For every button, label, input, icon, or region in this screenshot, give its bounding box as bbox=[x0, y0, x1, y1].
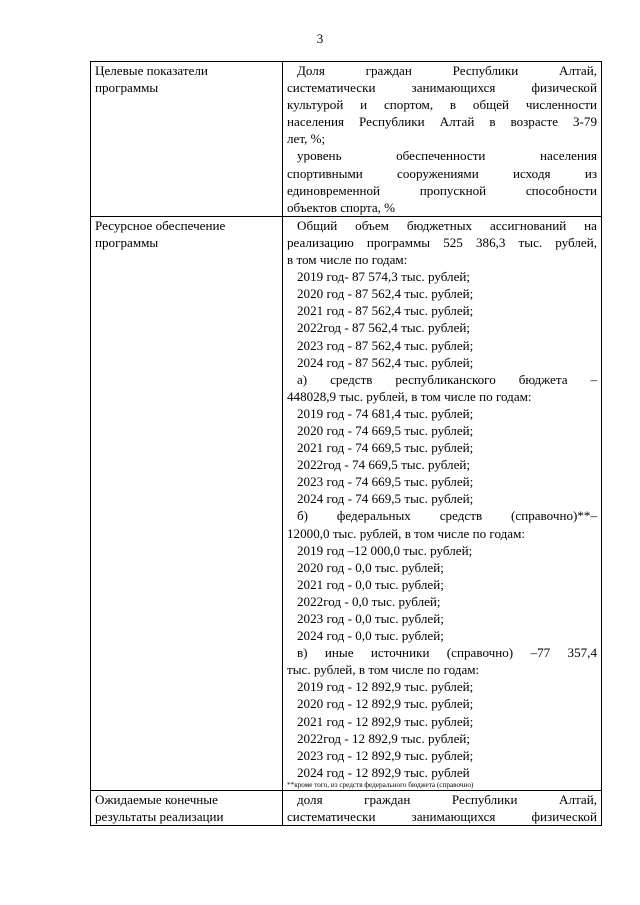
year-line: 2021 год - 87 562,4 тыс. рублей; bbox=[297, 303, 474, 319]
text-line: 448028,9 тыс. рублей, в том числе по годам: bbox=[287, 388, 532, 404]
year-line: 2023 год - 74 669,5 тыс. рублей; bbox=[297, 474, 474, 490]
year-line: 2024 год - 74 669,5 тыс. рублей; bbox=[297, 491, 474, 507]
year-line: 2022год - 12 892,9 тыс. рублей; bbox=[297, 730, 471, 746]
label-line: программы bbox=[95, 234, 159, 250]
year-line: 2020 год - 12 892,9 тыс. рублей; bbox=[297, 696, 474, 712]
year-line: 2019 год - 12 892,9 тыс. рублей; bbox=[297, 679, 474, 695]
table-row-resources bbox=[91, 216, 602, 790]
label-resources bbox=[91, 216, 283, 790]
text-line: доля граждан Республики Алтай, bbox=[297, 791, 597, 807]
year-line: 2023 год - 0,0 тыс. рублей; bbox=[297, 611, 444, 626]
text-line: а) средств республиканского бюджета – bbox=[297, 371, 597, 387]
text-line: Общий объем бюджетных ассигнований на bbox=[297, 217, 597, 233]
year-line: 2019 год - 74 681,4 тыс. рублей; bbox=[297, 405, 474, 421]
text-line: уровень обеспеченности населения bbox=[297, 148, 597, 164]
year-line: 2024 год - 12 892,9 тыс. рублей bbox=[297, 764, 470, 780]
text-line: в) иные источники (справочно) –77 357,4 bbox=[297, 645, 597, 661]
year-line: 2023 год - 12 892,9 тыс. рублей; bbox=[297, 747, 474, 763]
text-line: населения Республики Алтай в возрасте 3-79 bbox=[287, 114, 597, 130]
label-line: Ожидаемые конечные bbox=[95, 791, 218, 807]
year-line: 2024 год - 87 562,4 тыс. рублей; bbox=[297, 354, 474, 370]
text-line: реализацию программы 525 386,3 тыс. рублей, bbox=[287, 234, 597, 250]
text-line: спортивными сооружениями исходя из bbox=[287, 165, 597, 181]
label-targets bbox=[91, 62, 283, 217]
year-line: 2021 год - 12 892,9 тыс. рублей; bbox=[297, 713, 474, 729]
program-passport-table bbox=[90, 61, 602, 826]
year-line: 2019 год- 87 574,3 тыс. рублей; bbox=[297, 269, 471, 285]
value-expected bbox=[283, 790, 602, 825]
text-line: культурой и спортом, в общей численности bbox=[287, 97, 597, 113]
table-row-targets bbox=[91, 62, 602, 217]
value-targets bbox=[283, 62, 602, 217]
text-line: тыс. рублей, в том числе по годам: bbox=[287, 662, 480, 678]
year-line: 2021 год - 0,0 тыс. рублей; bbox=[297, 576, 444, 592]
label-line: результаты реализации bbox=[95, 809, 224, 825]
footnote: **кроме того, из средств федерального бюджета (справочно) bbox=[287, 780, 474, 789]
year-line: 2022год - 87 562,4 тыс. рублей; bbox=[297, 320, 471, 336]
text-line: Доля граждан Республики Алтай, bbox=[297, 63, 597, 78]
year-line: 2023 год - 87 562,4 тыс. рублей; bbox=[297, 337, 474, 353]
year-line: 2020 год - 87 562,4 тыс. рублей; bbox=[297, 286, 474, 302]
text-line: единовременной пропускной способности bbox=[287, 182, 597, 198]
label-line: Целевые показатели bbox=[95, 63, 208, 78]
year-line: 2022год - 74 669,5 тыс. рублей; bbox=[297, 457, 471, 473]
label-line: программы bbox=[95, 80, 159, 96]
label-expected bbox=[91, 790, 283, 825]
year-line: 2024 год - 0,0 тыс. рублей; bbox=[297, 628, 444, 644]
year-line: 2020 год - 0,0 тыс. рублей; bbox=[297, 559, 444, 575]
label-line: Ресурсное обеспечение bbox=[95, 217, 226, 233]
text-line: объектов спорта, % bbox=[287, 199, 396, 215]
year-line: 2019 год –12 000,0 тыс. рублей; bbox=[297, 542, 473, 558]
text-line: в том числе по годам: bbox=[287, 252, 408, 268]
year-line: 2020 год - 74 669,5 тыс. рублей; bbox=[297, 422, 474, 438]
year-line: 2022год - 0,0 тыс. рублей; bbox=[297, 593, 441, 609]
table-row-expected bbox=[91, 790, 602, 825]
text-line: б) федеральных средств (справочно)**– bbox=[297, 508, 597, 524]
text-line: лет, %; bbox=[287, 131, 326, 147]
text-line: систематически занимающихся физической bbox=[287, 80, 597, 96]
value-resources bbox=[283, 216, 602, 790]
text-line: систематически занимающихся физической bbox=[287, 809, 597, 825]
text-line: 12000,0 тыс. рублей, в том числе по годам: bbox=[287, 525, 526, 541]
page-number: 3 bbox=[316, 31, 324, 46]
year-line: 2021 год - 74 669,5 тыс. рублей; bbox=[297, 440, 474, 456]
